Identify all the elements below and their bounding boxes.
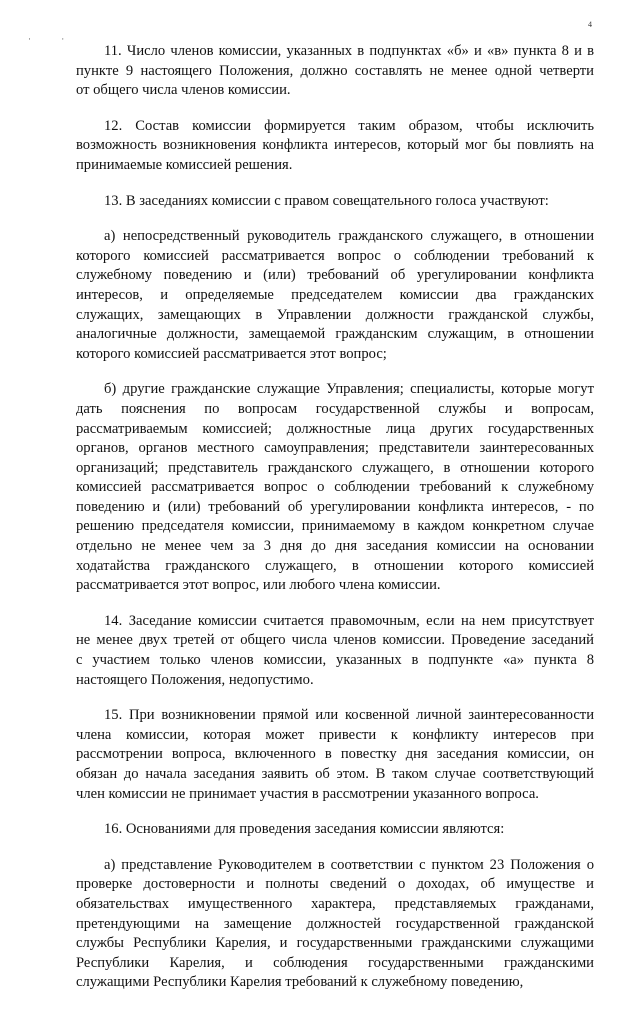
text-line: 13. В заседаниях комиссии с правом совещательного голоса участвуют: <box>104 192 549 209</box>
paragraph-p12 <box>76 117 594 176</box>
text-line: органов, органов местного самоуправления; представители заинтересованных <box>76 440 594 457</box>
text-line: организаций; представитель гражданского служащего, в отношении которого <box>76 459 594 476</box>
text-line: принимаемые комиссией решения. <box>76 156 293 173</box>
text-line: рассматривается этот вопрос, или любого члена комиссии. <box>76 577 441 594</box>
text-line: обязан до начала заседания заявить об этом. В таком случае соответствующий <box>76 766 594 782</box>
text-line: 12. Состав комиссии формируется таким образом, чтобы исключить <box>104 117 594 134</box>
paragraph-p14 <box>76 612 594 690</box>
paragraph-p16 <box>76 820 594 840</box>
document-body <box>76 42 594 1009</box>
text-line: служащих, замещающих в Управлении должности гражданской службы, <box>76 306 594 323</box>
text-line: 15. При возникновении прямой или косвенной личной заинтересованности <box>104 707 594 724</box>
text-line: проверке достоверности и полноты сведений о доходах, об имуществе и <box>76 876 594 893</box>
page-number: 4 <box>588 20 592 29</box>
text-line: отдельно не менее чем за 3 дня до дня заседания комиссии на основании <box>76 538 594 555</box>
text-line: от общего числа членов комиссии. <box>76 82 291 99</box>
paragraph-p13b <box>76 380 594 596</box>
text-line: настоящего Положения, недопустимо. <box>76 671 314 688</box>
text-line: а) представление Руководителем в соответствии с пунктом 23 Положения о <box>104 856 594 873</box>
text-line: Республики Карелия, и соблюдения государственными гражданскими <box>76 954 594 971</box>
scan-specks: · · <box>28 34 79 44</box>
text-line: которого комиссией рассматривается этот вопрос; <box>76 345 387 362</box>
text-line: не менее двух третей от общего числа членов комиссии. Проведение заседаний <box>76 632 594 649</box>
text-line: 16. Основаниями для проведения заседания комиссии являются: <box>104 821 505 838</box>
text-line: аналогичные должности, замещаемой гражданским служащим, в отношении <box>76 326 594 343</box>
text-line: поведению и (или) требований об урегулировании конфликта интересов, - по <box>76 498 594 515</box>
text-line: члена комиссии, которая может привести к конфликту интересов при <box>76 726 594 743</box>
text-line: ходатайства гражданского служащего, в отношении которого комиссией <box>76 557 594 574</box>
paragraph-p13a <box>76 227 594 364</box>
text-line: которого комиссией рассматривается вопрос о соблюдении требований к <box>76 247 594 264</box>
text-line: решению председателя комиссии, принимаемому в каждом конкретном случае <box>76 518 594 535</box>
text-line: рассматриваемым комиссией; должностные лица других государственных <box>76 420 594 437</box>
text-line: рассмотрении вопроса, включенного в повестку дня заседания комиссии, он <box>76 746 594 763</box>
text-line: обязательствах имущественного характера, представляемых гражданами, <box>76 895 594 912</box>
text-line: служащими Республики Карелия требований к служебному поведению, <box>76 974 524 991</box>
text-line: дать пояснения по вопросам государственной службы и вопросам, <box>76 400 594 417</box>
text-line: возможность возникновения конфликта интересов, который мог бы повлиять на <box>76 137 594 154</box>
text-line: служебному поведению и (или) требований об урегулировании конфликта <box>76 267 594 284</box>
text-line: 14. Заседание комиссии считается правомочным, если на нем присутствует <box>104 612 594 629</box>
paragraph-p11 <box>76 42 594 101</box>
text-line: претендующими на замещение должностей государственной гражданской <box>76 915 594 932</box>
text-line: с участием только членов комиссии, указанных в подпункте «а» пункта 8 <box>76 652 594 669</box>
paragraph-p15 <box>76 706 594 804</box>
text-line: б) другие гражданские служащие Управления; специалисты, которые могут <box>104 381 594 398</box>
text-line: интересов, и определяемые председателем комиссии два гражданских <box>76 286 594 303</box>
paragraph-p16a <box>76 856 594 993</box>
paragraph-p13 <box>76 192 594 212</box>
text-line: 11. Число членов комиссии, указанных в подпунктах «б» и «в» пункта 8 и в <box>104 43 594 59</box>
text-line: комиссией рассматривается вопрос о соблюдении требований к служебному <box>76 479 594 496</box>
text-line: пункте 9 настоящего Положения, должно составлять не менее одной четверти <box>76 62 594 79</box>
text-line: службы Республики Карелия, и государственными гражданскими служащими <box>76 935 594 952</box>
text-line: а) непосредственный руководитель гражданского служащего, в отношении <box>104 228 594 245</box>
text-line: член комиссии не принимает участия в рассмотрении указанного вопроса. <box>76 785 539 802</box>
